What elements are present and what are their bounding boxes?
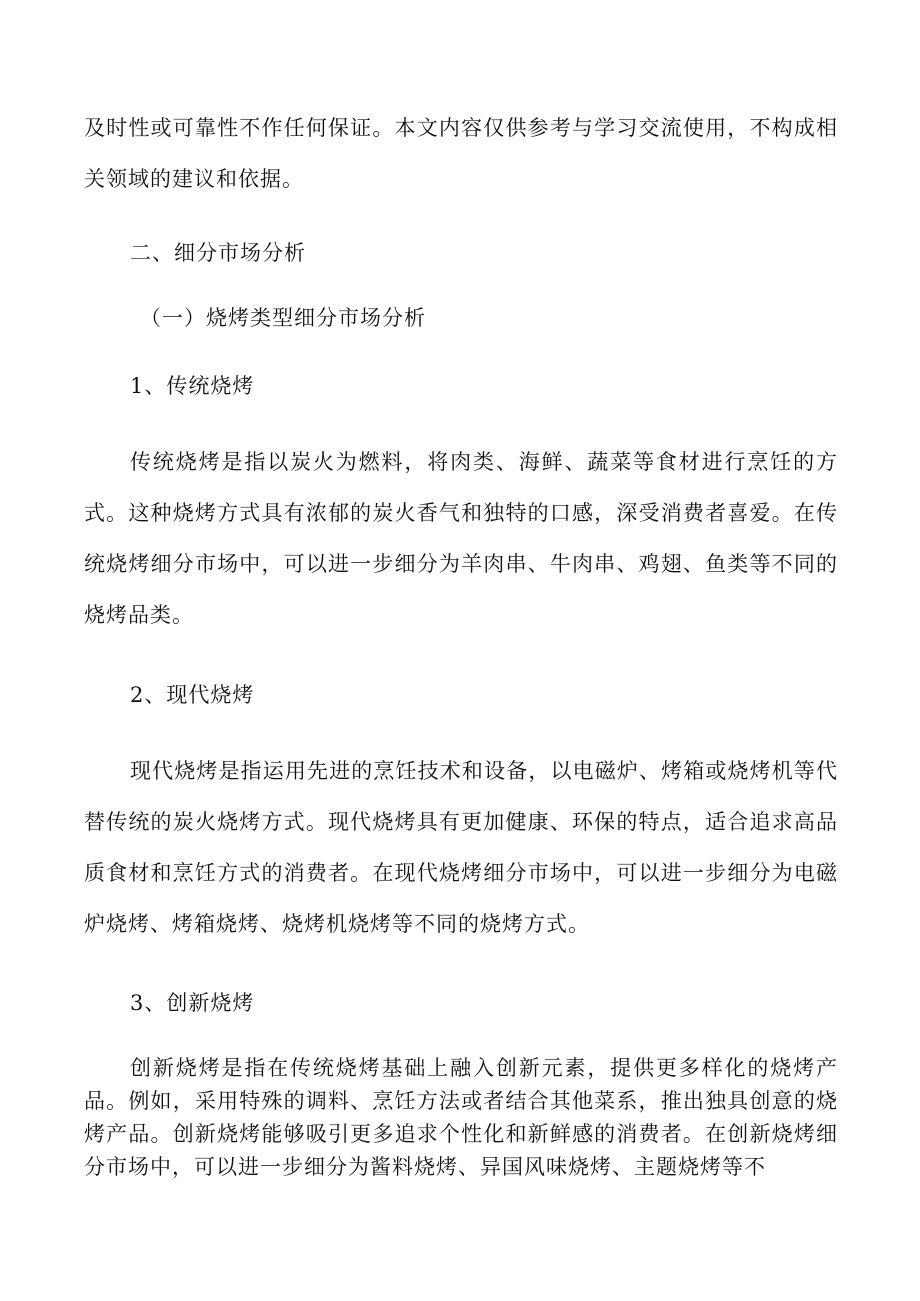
item-body-traditional: 传统烧烤是指以炭火为燃料，将肉类、海鲜、蔬菜等食材进行烹饪的方式。这种烧烤方式具有浓郁的炭火香气和独特的口感，深受消费者喜爱。在传统烧烤细分市场中，可以进一步细分为羊肉串、牛肉串、鸡翅、鱼类等不同的烧烤品类。	[84, 450, 838, 627]
intro-paragraph: 及时性或可靠性不作任何保证。本文内容仅供参考与学习交流使用，不构成相关领域的建议和依据。	[84, 116, 838, 191]
item-body-modern: 现代烧烤是指运用先进的烹饪技术和设备，以电磁炉、烤箱或烧烤机等代替传统的炭火烧烤方式。现代烧烤具有更加健康、环保的特点，适合追求高品质食材和烹饪方式的消费者。在现代烧烤细分市场中，可以进一步细分为电磁炉烧烤、烤箱烧烤、烧烤机烧烤等不同的烧烤方式。	[84, 759, 838, 936]
item-heading-modern: 2、现代烧烤	[130, 683, 255, 707]
section-heading: 二、细分市场分析	[130, 241, 306, 265]
item-body-innovative: 创新烧烤是指在传统烧烤基础上融入创新元素，提供更多样化的烧烤产品。例如，采用特殊的调料、烹饪方法或者结合其他菜系，推出独具创意的烧烤产品。创新烧烤能够吸引更多追求个性化和新鲜感的消费者。在创新烧烤细分市场中，可以进一步细分为酱料烧烤、异国风味烧烤、主题烧烤等不	[84, 1056, 838, 1179]
subsection-heading: （一）烧烤类型细分市场分析	[140, 306, 426, 330]
item-heading-innovative: 3、创新烧烤	[130, 991, 255, 1015]
item-heading-traditional: 1、传统烧烤	[130, 374, 255, 398]
